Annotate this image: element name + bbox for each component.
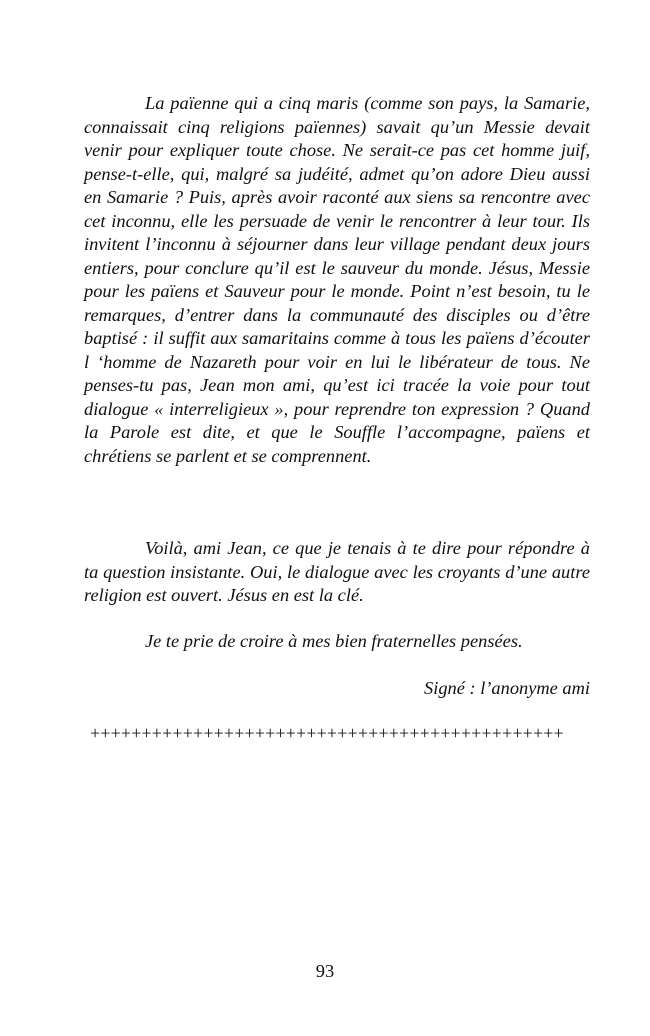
body-paragraph-2: Voilà, ami Jean, ce que je tenais à te dire pour répondre à ta question insistante. Oui, le dialogue avec les croyants d’une autre religion est ouvert. Jésus en est la clé. bbox=[84, 538, 590, 605]
closing-line: Je te prie de croire à mes bien fraternelles pensées. bbox=[145, 631, 523, 651]
signature: Signé : l’anonyme ami bbox=[424, 678, 590, 698]
body-paragraph-1: La païenne qui a cinq maris (comme son pays, la Samarie, connaissait cinq religions païennes) savait qu’un Messie devait venir pour expliquer toute chose. Ne serait-ce pas cet homme juif, pense-t-elle, qui, malgré sa judéité, admet qu’on adore Dieu aussi en Samarie ? Puis, après avoir raconté aux siens sa rencontre avec cet inconnu, elle les persuade de venir le rencontrer à leur tour. Ils invitent l’inconnu à séjourner dans leur village pendant deux jours entiers, pour conclure qu’il est le sauveur du monde. Jésus, Messie pour les païens et Sauveur pour le monde. Point n’est besoin, tu le remarques, d’entrer dans la communauté des disciples ou d’être baptisé : il suffit aux samaritains comme à tous les païens d’écouter l ‘homme de Nazareth pour voir en lui le libérateur de tous. Ne penses-tu pas, Jean mon ami, qu’est ici tracée la voie pour tout dialogue « interreligieux », pour reprendre ton expression ? Quand la Parole est dite, et que le Souffle l’accompagne, païens et chrétiens se parlent et se comprennent. bbox=[84, 93, 590, 466]
separator-line: ++++++++++++++++++++++++++++++++++++++++++++++ bbox=[90, 723, 564, 743]
page-number: 93 bbox=[315, 961, 335, 981]
